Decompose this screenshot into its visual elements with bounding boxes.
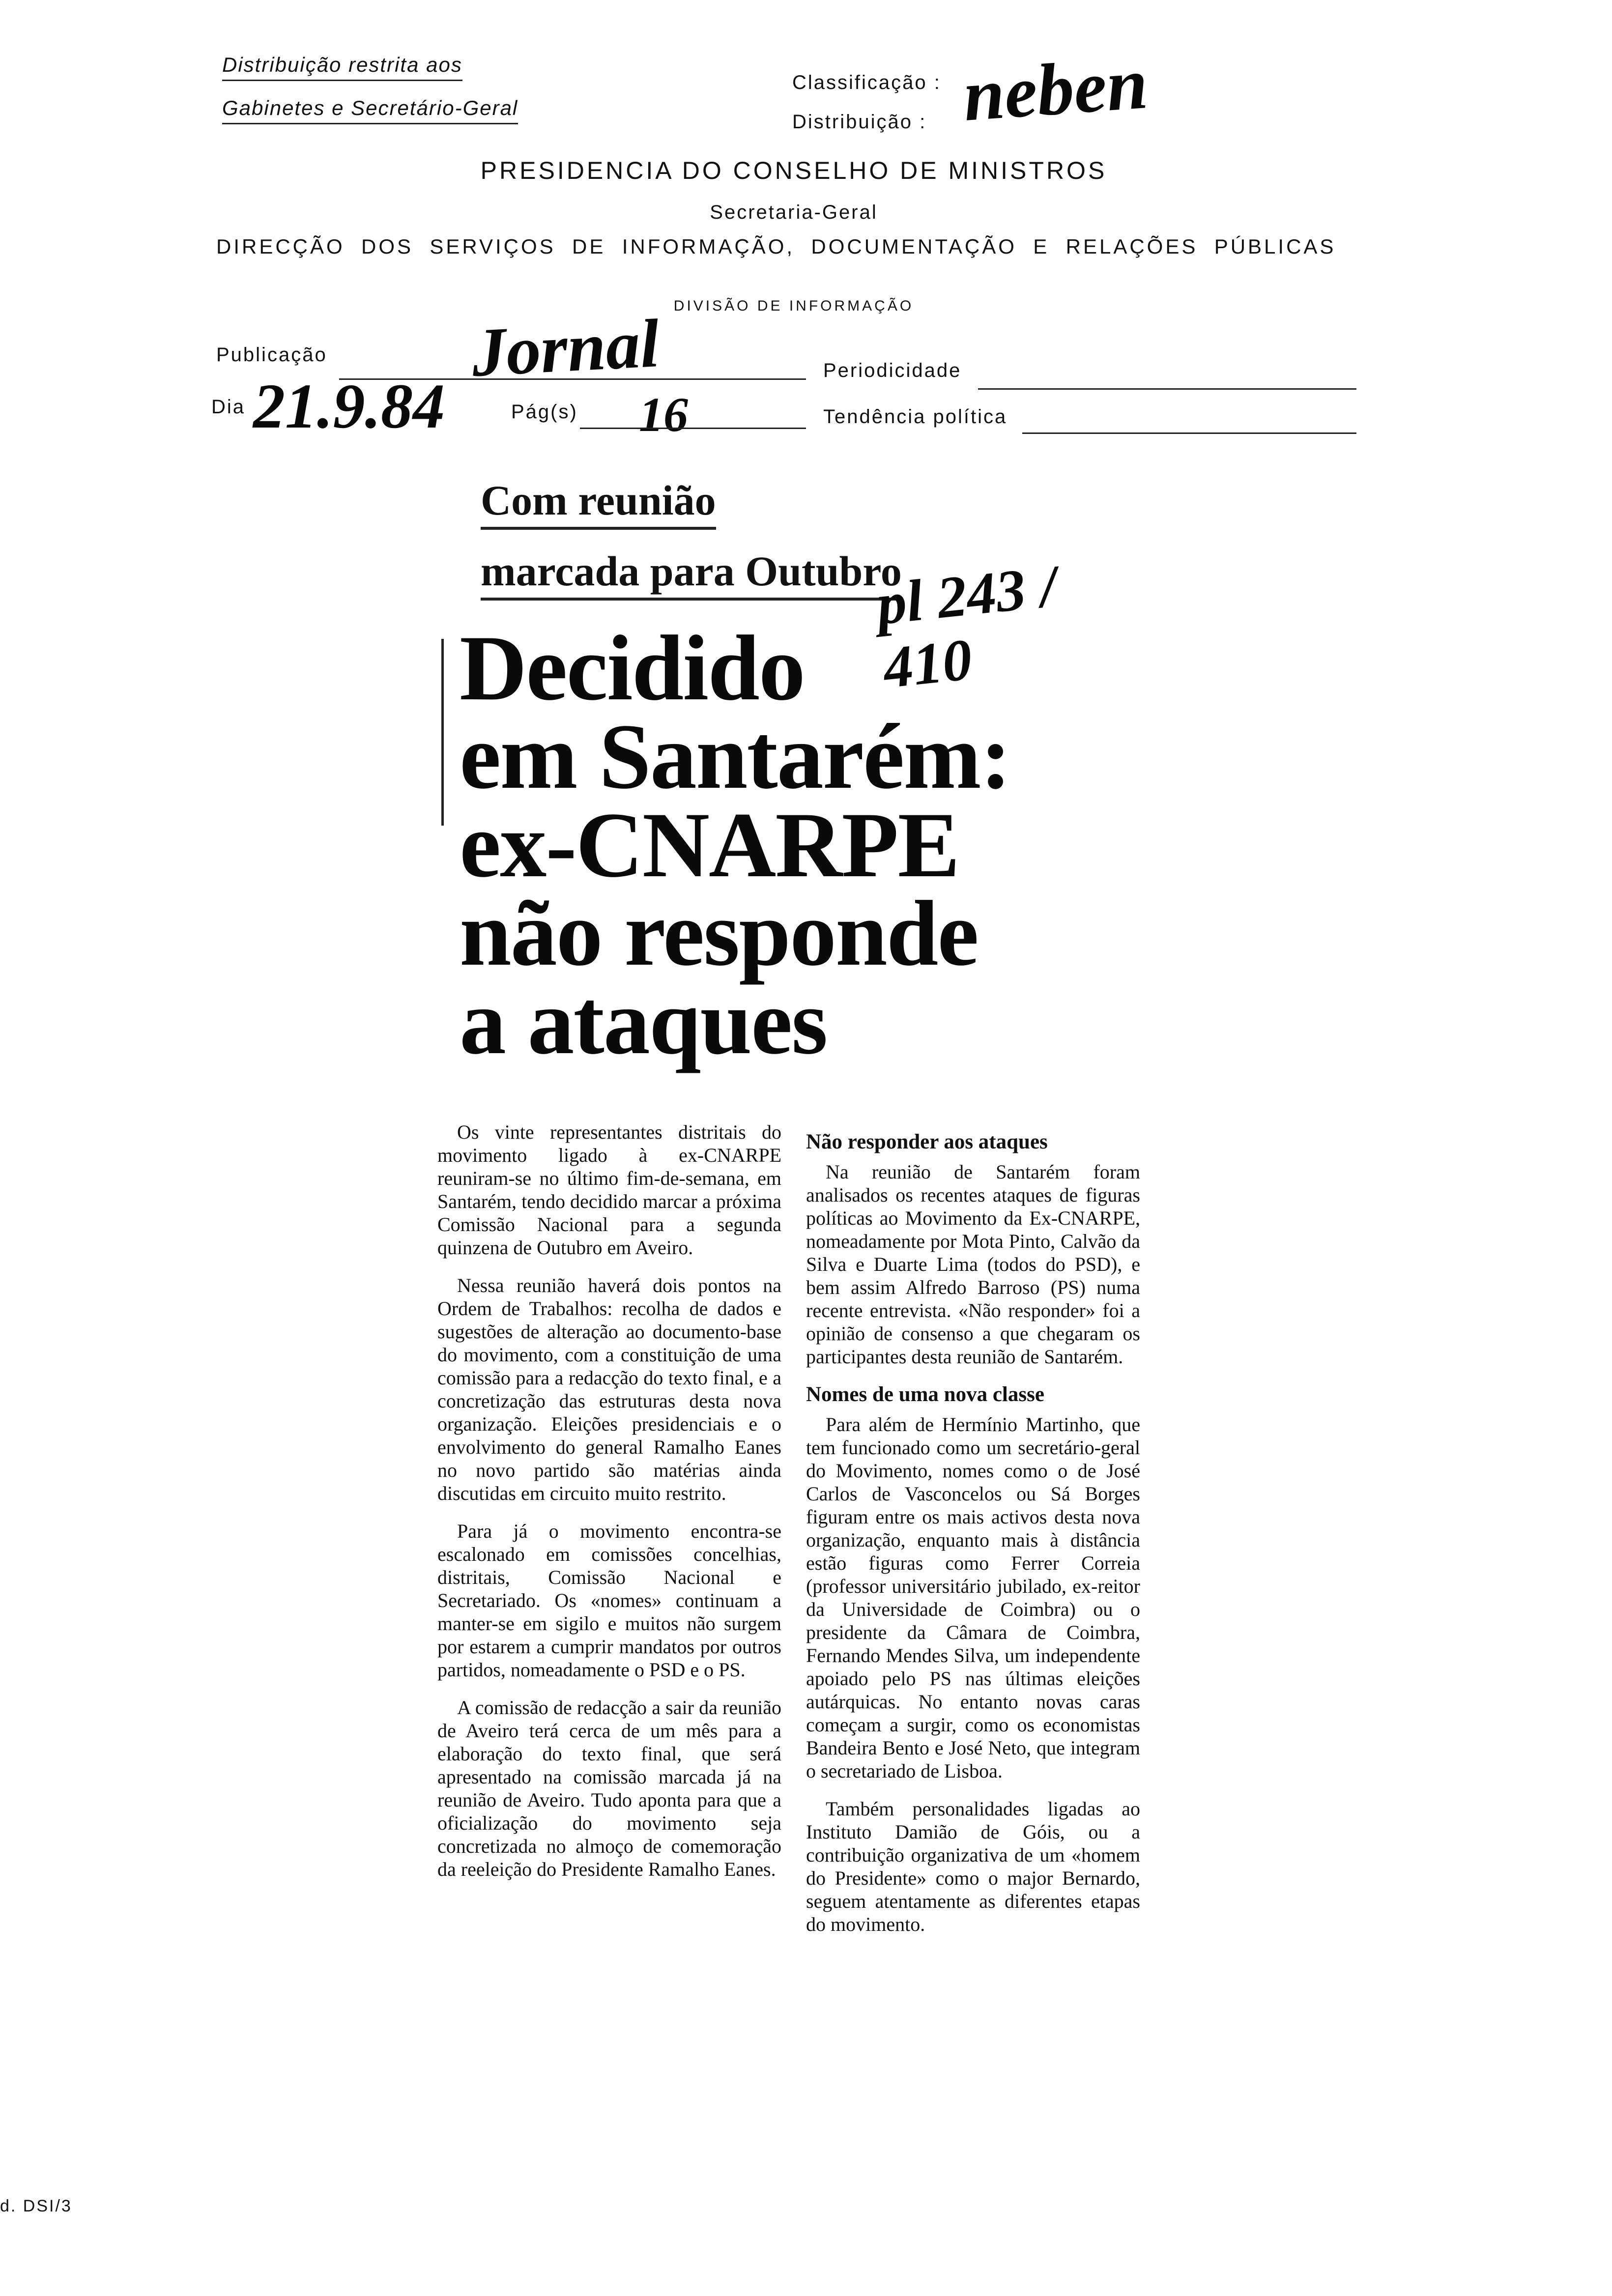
col2-heading-1: Não responder aos ataques: [806, 1130, 1048, 1153]
pags-line: [580, 428, 806, 429]
article-column-1: [437, 1120, 781, 1895]
col2-section2-paragraph-2: Também personalidades ligadas ao Instituto Damião de Góis, ou a contribuição organizativa de um «homem do Presidente» como o major Bernardo, seguem atentamente as diferentes etapas do movimento.: [806, 1798, 1140, 1935]
periodicidade-label: Periodicidade: [823, 360, 962, 381]
distribution-note-line2: Gabinetes e Secretário-Geral: [222, 96, 518, 124]
form-code: d. DSI/3: [0, 2197, 72, 2215]
pags-value: 16: [639, 387, 688, 442]
directorate-title: DIRECÇÃO DOS SERVIÇOS DE INFORMAÇÃO, DOCUMENTAÇÃO E RELAÇÕES PÚBLICAS: [216, 235, 1336, 258]
dia-label: Dia: [211, 396, 246, 418]
article-side-rule: [441, 639, 444, 826]
handwritten-classification: neben: [960, 42, 1151, 137]
col2-heading-2: Nomes de uma nova classe: [806, 1383, 1044, 1406]
col1-paragraph-4: A comissão de redacção a sair da reunião de Aveiro terá cerca de um mês para a elaboração do texto final, que será apresentado na comissão marcada já na reunião de Aveiro. Tudo aponta para que a oficialização do movimento seja concretizada no almoço de comemoração da reeleição do Presidente Ramalho Eanes.: [437, 1696, 781, 1880]
article-headline: [460, 617, 1098, 1074]
distribuicao-label: Distribuição :: [792, 111, 927, 133]
publicacao-value: Jornal: [470, 305, 662, 391]
classificacao-label: Classificação :: [792, 72, 941, 93]
headline-line-4: não responde: [460, 882, 978, 985]
publicacao-label: Publicação: [216, 344, 327, 366]
headline-line-1: Decidido: [460, 617, 805, 720]
organization-title: PRESIDENCIA DO CONSELHO DE MINISTROS: [480, 157, 1107, 184]
article-kicker-line2: marcada para Outubro: [481, 547, 902, 601]
tendencia-label: Tendência política: [823, 406, 1008, 428]
periodicidade-line: [978, 388, 1356, 390]
headline-line-2: em Santarém:: [460, 705, 1010, 808]
col1-paragraph-2: Nessa reunião haverá dois pontos na Ordem de Trabalhos: recolha de dados e sugestões de alteração ao documento-base do movimento, com a constituição de uma comissão para a redacção do texto final, e a concretização das estruturas desta nova organização. Eleições presidenciais e o envolvimento do general Ramalho Eanes no novo partido são matérias ainda discutidas em circuito muito restrito.: [437, 1274, 781, 1504]
col2-section2-paragraph-1: Para além de Hermínio Martinho, que tem funcionado como um secretário-geral do Movimento, nomes como o de José Carlos de Vasconcelos ou Sá Borges figuram entre os mais activos desta nova organização, enquanto mais à distância estão figuras como Ferrer Correia (professor universitário jubilado, ex-reitor da Universidade de Coimbra) ou o presidente da Câmara de Coimbra, Fernando Mendes Silva, um independente apoiado pelo PS nas últimas eleições autárquicas. No entanto novas caras começam a surgir, como os economistas Bandeira Bento e José Neto, que integram o secretariado de Lisboa.: [806, 1413, 1140, 1782]
article-kicker-line1: Com reunião: [481, 477, 716, 530]
headline-line-3: ex-CNARPE: [460, 794, 959, 897]
col2-section1-paragraph-1: Na reunião de Santarém foram analisados os recentes ataques de figuras políticas ao Movimento da Ex-CNARPE, nomeadamente por Mota Pinto, Calvão da Silva e Duarte Lima (todos do PSD), e bem assim Alfredo Barroso (PS) numa recente entrevista. «Não responder» foi a opinião de consenso a que chegaram os participantes desta reunião de Santarém.: [806, 1161, 1140, 1368]
handwritten-annotation: pl 243 / 410: [873, 553, 1060, 701]
article-column-2: [806, 1130, 1140, 1951]
division-title: DIVISÃO DE INFORMAÇÃO: [673, 298, 914, 314]
pags-label: Pág(s): [511, 401, 578, 423]
dia-value: 21.9.84: [253, 371, 445, 442]
tendencia-line: [1022, 432, 1356, 434]
distribution-note-line1: Distribuição restrita aos: [222, 53, 462, 81]
headline-line-5: a ataques: [460, 971, 827, 1074]
secretariat-title: Secretaria-Geral: [710, 201, 878, 223]
col1-paragraph-3: Para já o movimento encontra-se escalonado em comissões concelhias, distritais, Comissão Nacional e Secretariado. Os «nomes» continuam a manter-se em sigilo e muitos não surgem por estarem a cumprir mandatos por outros partidos, nomeadamente o PSD e o PS.: [437, 1520, 781, 1681]
col1-paragraph-1: Os vinte representantes distritais do movimento ligado à ex-CNARPE reuniram-se no último fim-de-semana, em Santarém, tendo decidido marcar a próxima Comissão Nacional para a segunda quinzena de Outubro em Aveiro.: [437, 1121, 781, 1259]
